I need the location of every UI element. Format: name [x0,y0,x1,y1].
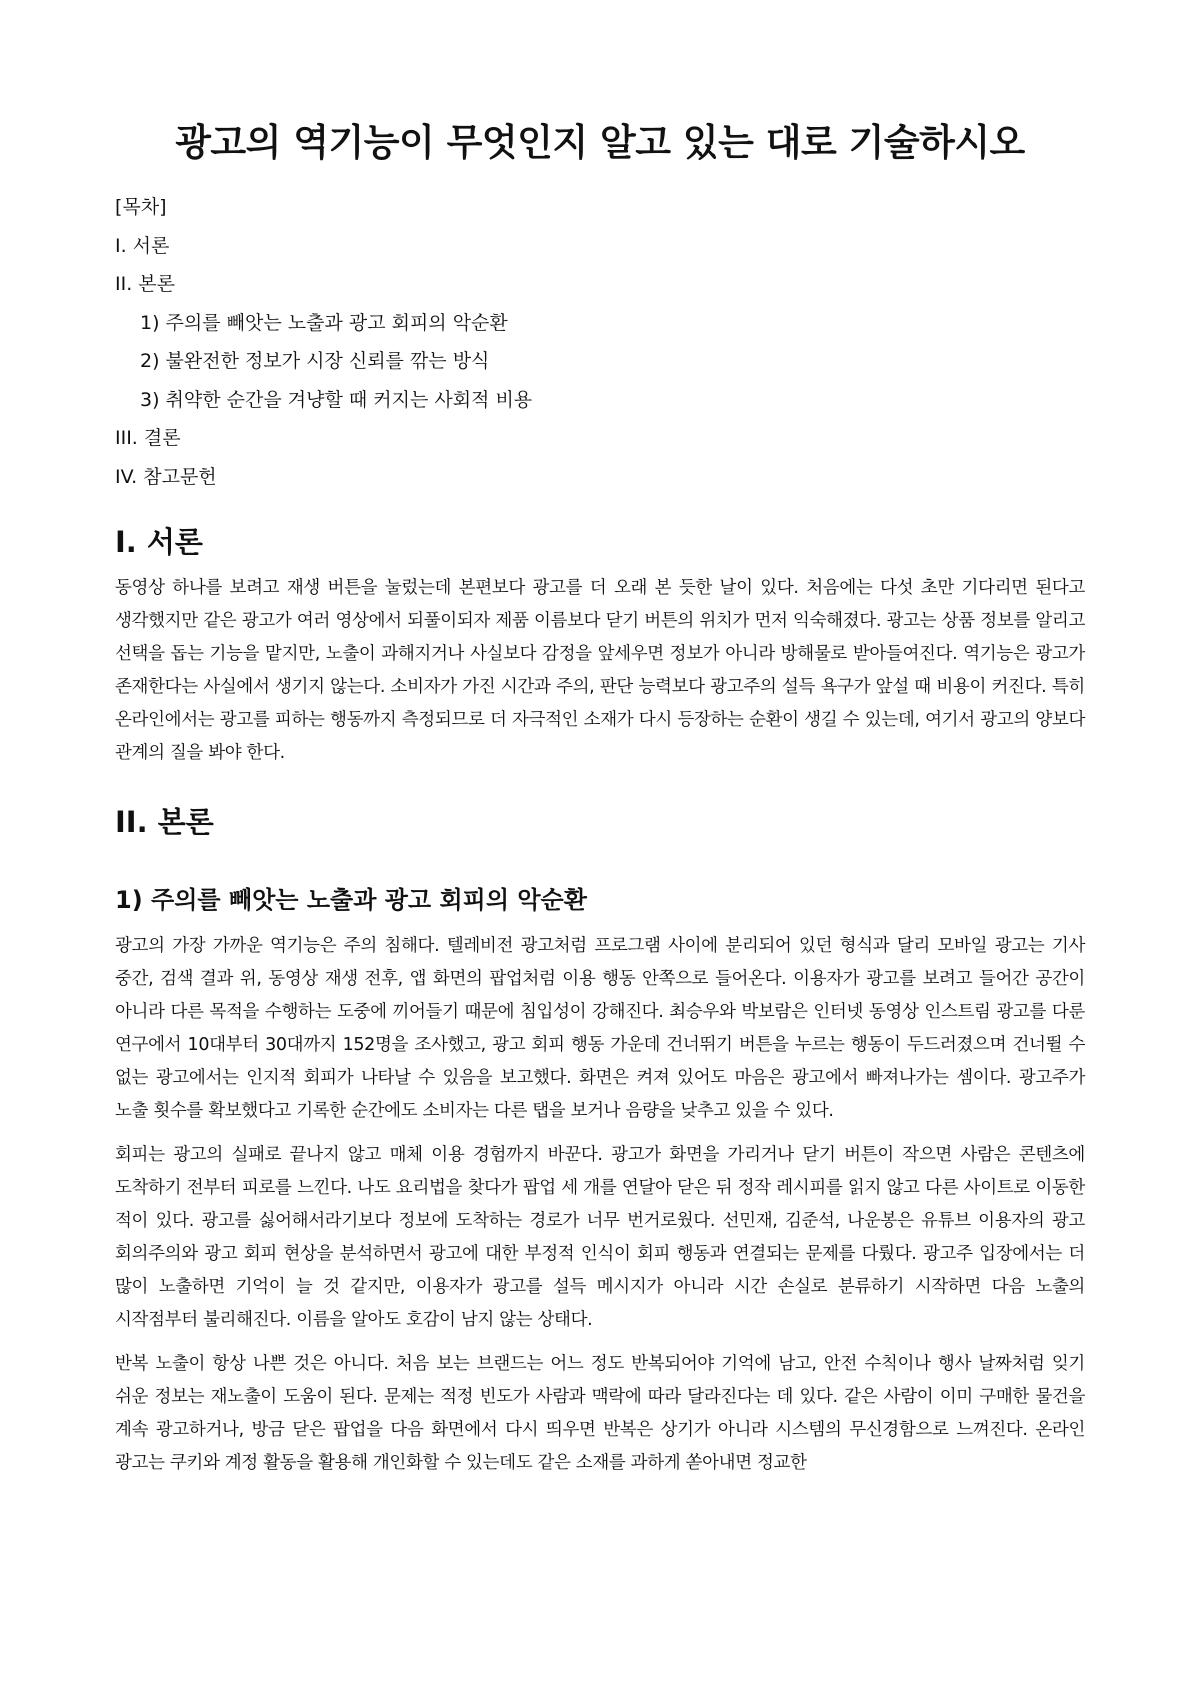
toc-item-body: II. 본론 [115,273,175,295]
toc-item-references: IV. 참고문헌 [115,465,217,488]
toc-item-body-1: 1) 주의를 빼앗는 노출과 광고 회피의 악순환 [140,311,508,334]
toc-item-body-3: 3) 취약한 순간을 겨냥할 때 커지는 사회적 비용 [140,388,533,411]
intro-paragraph: 동영상 하나를 보려고 재생 버튼을 눌렀는데 본편보다 광고를 더 오래 본 듯한 날이 있다. 처음에는 다섯 초만 기다리면 된다고 생각했지만 같은 광고가 여러 영상에서 되풀이되자 제품 이름보다 닫기 버튼의 위치가 먼저 익숙해졌다. 광고는 상품 정보를 알리고 선택을 돕는 기능을 맡지만, 노출이 과해지거나 사실보다 감정을 앞세우면 정보가 아니라 방해물로 받아들여진다. 역기능은 광고가 존재한다는 사실에서 생기지 않는다. 소비자가 가진 시간과 주의, 판단 능력보다 광고주의 설득 욕구가 앞설 때 비용이 커진다. 특히 온라인에서는 광고를 피하는 행동까지 측정되므로 더 자극적인 소재가 다시 등장하는 순환이 생길 수 있는데, 여기서 광고의 양보다 관계의 질을 봐야 한다. [115,578,1085,763]
toc-item-conclusion: III. 결론 [115,427,181,449]
section1-paragraph-1: 광고의 가장 가까운 역기능은 주의 침해다. 텔레비전 광고처럼 프로그램 사이에 분리되어 있던 형식과 달리 모바일 광고는 기사 중간, 검색 결과 위, 동영상 재생 전후, 앱 화면의 팝업처럼 이용 행동 안쪽으로 들어온다. 이용자가 광고를 보려고 들어간 공간이 아니라 다른 목적을 수행하는 도중에 끼어들기 때문에 침입성이 강해진다. 최승우와 박보람은 인터넷 동영상 인스트림 광고를 다룬 연구에서 10대부터 30대까지 152명을 조사했고, 광고 회피 행동 가운데 건너뛰기 버튼을 누르는 행동이 두드러졌으며 건너뛸 수 없는 광고에서는 인지적 회피가 나타날 수 있음을 보고했다. 화면은 켜져 있어도 마음은 광고에서 빠져나가는 셈이다. 광고주가 노출 횟수를 확보했다고 기록한 순간에도 소비자는 다른 탭을 보거나 음량을 낮추고 있을 수 있다. [115,936,1085,1121]
toc-heading: [목차] [115,196,167,218]
table-of-contents [115,188,1085,496]
toc-item-body-2: 2) 불완전한 정보가 시장 신뢰를 깎는 방식 [140,350,490,372]
intro-heading: I. 서론 [115,525,203,559]
body-heading: II. 본론 [115,805,214,839]
section1-paragraph-3: 반복 노출이 항상 나쁜 것은 아니다. 처음 보는 브랜드는 어느 정도 반복되어야 기억에 남고, 안전 수칙이나 행사 날짜처럼 잊기 쉬운 정보는 재노출이 도움이 된다. 문제는 적정 빈도가 사람과 맥락에 따라 달라진다는 데 있다. 같은 사람이 이미 구매한 물건을 계속 광고하거나, 방금 닫은 팝업을 다음 화면에서 다시 띄우면 반복은 상기가 아니라 시스템의 무신경함으로 느껴진다. 온라인 광고는 쿠키와 계정 활동을 활용해 개인화할 수 있는데도 같은 소재를 과하게 쏟아내면 정교한 [115,1354,1085,1473]
document-page [115,0,1085,1480]
document-title: 광고의 역기능이 무엇인지 알고 있는 대로 기술하시오 [175,121,1025,164]
section1-heading: 1) 주의를 빼앗는 노출과 광고 회피의 악순환 [115,886,587,914]
toc-item-intro: I. 서론 [115,234,170,257]
section1-paragraph-2: 회피는 광고의 실패로 끝나지 않고 매체 이용 경험까지 바꾼다. 광고가 화면을 가리거나 닫기 버튼이 작으면 사람은 콘텐츠에 도착하기 전부터 피로를 느낀다. 나도 요리법을 찾다가 팝업 세 개를 연달아 닫은 뒤 정작 레시피를 읽지 않고 다른 사이트로 이동한 적이 있다. 광고를 싫어해서라기보다 정보에 도착하는 경로가 너무 번거로웠다. 선민재, 김준석, 나운봉은 유튜브 이용자의 광고 회의주의와 광고 회피 현상을 분석하면서 광고에 대한 부정적 인식이 회피 행동과 연결되는 문제를 다뤘다. 광고주 입장에서는 더 많이 노출하면 기억이 늘 것 같지만, 이용자가 광고를 설득 메시지가 아니라 시간 손실로 분류하기 시작하면 다음 노출의 시작점부터 불리해진다. 이름을 알아도 호감이 남지 않는 상태다. [115,1145,1085,1330]
